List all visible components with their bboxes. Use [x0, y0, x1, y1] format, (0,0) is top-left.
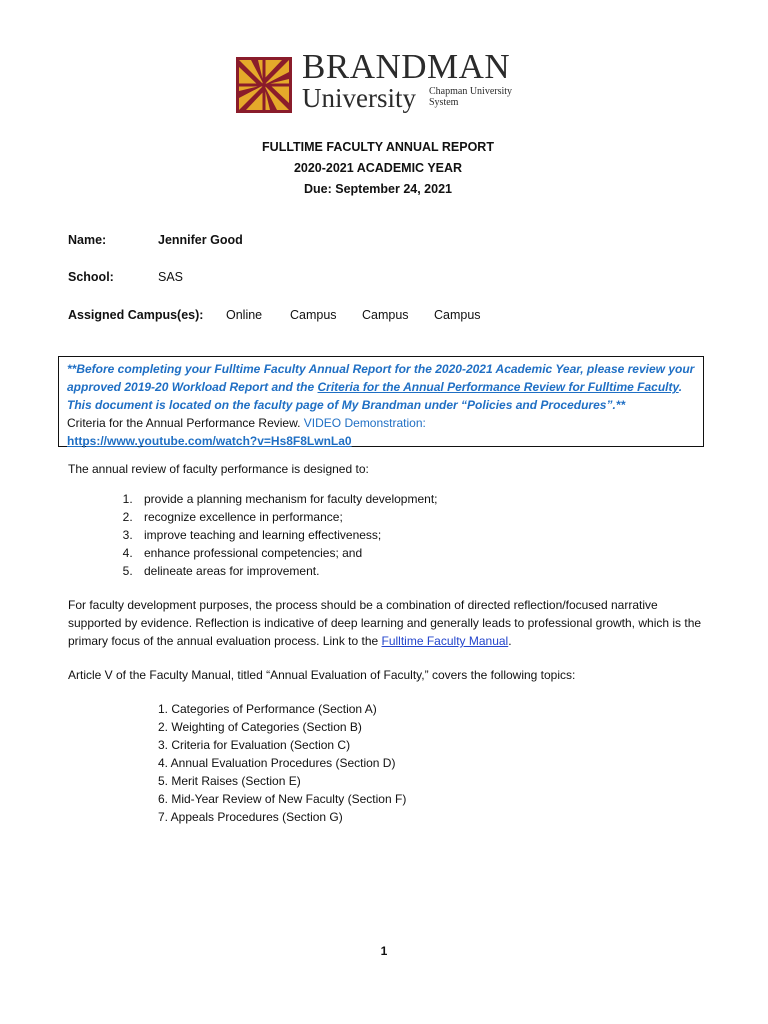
logo-system-line2: System	[429, 97, 459, 108]
review-notice-box	[58, 356, 704, 447]
development-text: For faculty development purposes, the process should be a combination of directed reflection/focused narrative supported by evidence. Reflection is indicative of deep learning and generally leads to professional growth, which is the primary focus of the annual evaluation process. Link to the	[68, 598, 702, 648]
review-goals-list	[108, 490, 438, 580]
video-label: VIDEO Demonstration:	[303, 416, 426, 430]
title-line-3: Due: September 24, 2021	[304, 182, 452, 196]
list-item: 5. Merit Raises (Section E)	[158, 774, 301, 788]
title-line-1: FULLTIME FACULTY ANNUAL REPORT	[262, 140, 494, 154]
campus-value-2: Campus	[290, 308, 337, 322]
logo-university-text: University	[302, 83, 416, 113]
notice-text-1: **Before completing your Fulltime Faculty Annual Report for the 2020-2021 Academic Year, please review your approved 2019-20 Workload Report and the	[67, 362, 695, 394]
criteria-link[interactable]: Criteria for the Annual Performance Review for Fulltime Faculty	[317, 380, 679, 394]
page-number: 1	[380, 944, 388, 958]
list-item: 3. improve teaching and learning effectiveness;	[136, 526, 438, 544]
logo-brand-text: BRANDMAN	[302, 47, 511, 86]
title-line-2: 2020-2021 ACADEMIC YEAR	[293, 161, 463, 175]
list-item: 7. Appeals Procedures (Section G)	[158, 810, 343, 824]
development-end: .	[508, 634, 512, 648]
faculty-manual-link[interactable]: Fulltime Faculty Manual	[381, 634, 509, 648]
name-label: Name:	[68, 233, 107, 247]
school-label: School:	[68, 270, 114, 284]
campus-value-4: Campus	[434, 308, 481, 322]
list-item: 1. Categories of Performance (Section A)	[158, 702, 377, 716]
brandman-logo	[236, 47, 526, 115]
report-title	[0, 137, 756, 200]
campus-value-1: Online	[226, 308, 263, 322]
logo-system-text	[429, 86, 524, 108]
name-value: Jennifer Good	[158, 233, 243, 247]
school-value: SAS	[158, 270, 184, 284]
list-item: 4. Annual Evaluation Procedures (Section D)	[158, 756, 396, 770]
logo-system-line1: Chapman University	[429, 86, 513, 97]
development-paragraph	[68, 596, 708, 650]
topics-list	[158, 700, 406, 826]
notice-text-2: . This document is located on the faculty page of My Brandman under “Policies and Procedures”.**	[67, 380, 683, 412]
criteria-text: Criteria for the Annual Performance Review.	[67, 416, 301, 430]
list-item: 5. delineate areas for improvement.	[136, 562, 438, 580]
brandman-logo-mark-icon	[236, 57, 292, 113]
list-item: 3. Criteria for Evaluation (Section C)	[158, 738, 351, 752]
campus-label: Assigned Campus(es):	[68, 308, 204, 322]
campus-value-3: Campus	[362, 308, 409, 322]
list-item: 2. Weighting of Categories (Section B)	[158, 720, 362, 734]
video-link[interactable]: https://www.youtube.com/watch?v=Hs8F8LwnLa0	[67, 434, 352, 448]
article-text: Article V of the Faculty Manual, titled “Annual Evaluation of Faculty,” covers the following topics:	[68, 668, 576, 682]
list-item: 4. enhance professional competencies; and	[136, 544, 438, 562]
list-item: 6. Mid-Year Review of New Faculty (Section F)	[158, 792, 407, 806]
list-item: 2. recognize excellence in performance;	[136, 508, 438, 526]
list-item: 1. provide a planning mechanism for faculty development;	[136, 490, 438, 508]
intro-text: The annual review of faculty performance is designed to:	[68, 462, 369, 476]
